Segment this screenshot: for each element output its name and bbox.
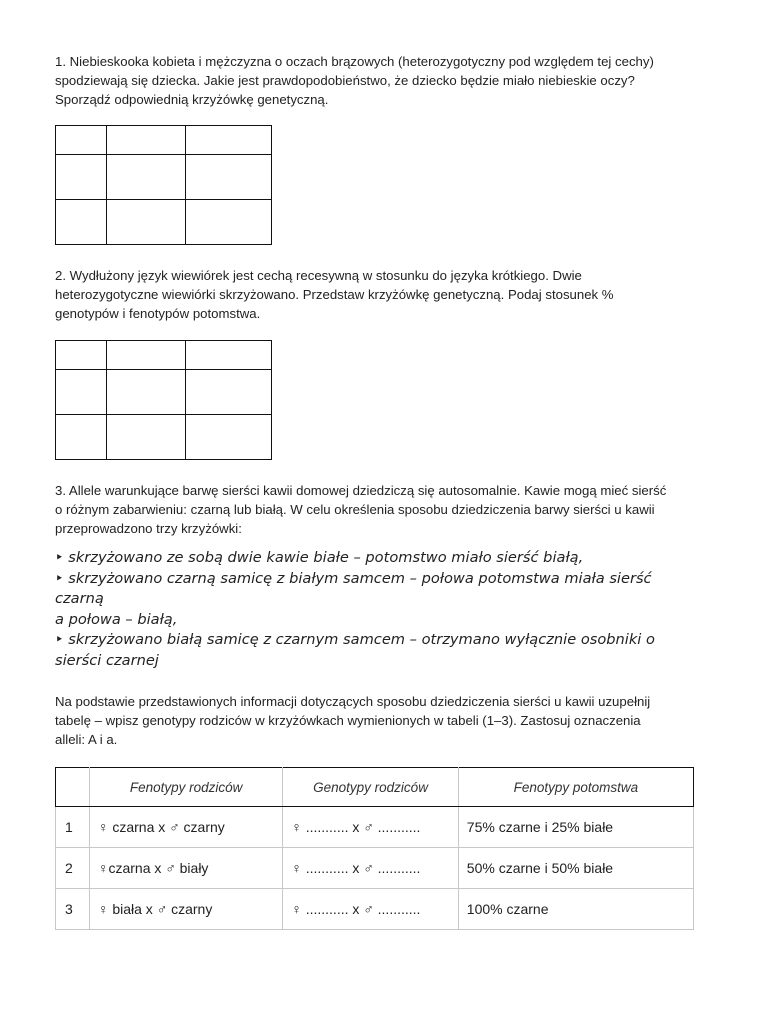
parents-genotype-blank[interactable]: ♀ ........... x ♂ ........... (283, 807, 458, 848)
task-1-text (55, 52, 720, 109)
task-3-line: przeprowadzono trzy krzyżówki: (55, 521, 242, 536)
punnett-cell[interactable] (186, 155, 272, 200)
punnett-cell[interactable] (107, 415, 186, 460)
crosses-list (55, 548, 725, 672)
punnett-cell[interactable] (56, 200, 107, 245)
task-1-line: Sporządź odpowiednią krzyżówkę genetyczną. (55, 92, 329, 107)
cross-item: czarną (55, 590, 104, 608)
table-row (56, 807, 694, 848)
punnett-cell[interactable] (107, 126, 186, 155)
header-parents-phenotype: Fenotypy rodziców (89, 768, 282, 807)
punnett-cell[interactable] (186, 126, 272, 155)
parents-phenotype: ♀ biała x ♂ czarny (89, 889, 282, 930)
punnett-cell[interactable] (186, 370, 272, 415)
parents-phenotype: ♀czarna x ♂ biały (89, 848, 282, 889)
row-number: 3 (56, 889, 90, 930)
punnett-cell[interactable] (107, 155, 186, 200)
punnett-cell[interactable] (107, 341, 186, 370)
task-3-text (55, 481, 720, 538)
punnett-cell[interactable] (56, 126, 107, 155)
punnett-cell[interactable] (56, 415, 107, 460)
parents-genotype-blank[interactable]: ♀ ........... x ♂ ........... (283, 889, 458, 930)
punnett-cell[interactable] (107, 200, 186, 245)
cross-item: ‣ skrzyżowano ze sobą dwie kawie białe – potomstwo miało sierść białą, (55, 549, 584, 566)
punnett-cell[interactable] (107, 370, 186, 415)
punnett-cell[interactable] (56, 370, 107, 415)
table-row (56, 848, 694, 889)
row-number: 1 (56, 807, 90, 848)
task-2-text (55, 266, 720, 323)
punnett-cell[interactable] (56, 155, 107, 200)
row-number: 2 (56, 848, 90, 889)
genotype-table (55, 767, 694, 930)
table-row (56, 889, 694, 930)
task-2-line: genotypów i fenotypów potomstwa. (55, 306, 261, 321)
punnett-square-1 (55, 125, 272, 245)
header-offspring-phenotype: Fenotypy potomstwa (458, 768, 693, 807)
cross-item: ‣ skrzyżowano czarną samicę z białym samcem – połowa potomstwa miała sierść (55, 569, 652, 587)
offspring-phenotype: 75% czarne i 25% białe (458, 807, 693, 848)
punnett-cell[interactable] (56, 341, 107, 370)
cross-item: ‣ skrzyżowano białą samicę z czarnym samcem – otrzymano wyłącznie osobniki o (55, 631, 655, 649)
header-number (56, 768, 90, 807)
punnett-cell[interactable] (186, 415, 272, 460)
task-3-line: 3. Allele warunkujące barwę sierści kawii domowej dziedziczą się autosomalnie. Kawie mogą mieć sierść (55, 483, 667, 498)
instruction-line: tabelę – wpisz genotypy rodziców w krzyżówkach wymienionych w tabeli (1–3). Zastosuj oznaczenia (55, 713, 641, 728)
task-2-line: 2. Wydłużony język wiewiórek jest cechą recesywną w stosunku do języka krótkiego. Dwie (55, 268, 582, 283)
cross-item: sierści czarnej (55, 651, 159, 669)
header-parents-genotype: Genotypy rodziców (283, 768, 458, 807)
punnett-cell[interactable] (186, 341, 272, 370)
task-3-line: o różnym zabarwieniu: czarną lub białą. W celu określenia sposobu dziedziczenia barwy sierści u kawii (55, 502, 655, 517)
offspring-phenotype: 50% czarne i 50% białe (458, 848, 693, 889)
task-1-line: spodziewają się dziecka. Jakie jest prawdopodobieństwo, że dziecko będzie miało niebieskie oczy? (55, 73, 635, 88)
parents-phenotype: ♀ czarna x ♂ czarny (89, 807, 282, 848)
punnett-cell[interactable] (186, 200, 272, 245)
punnett-square-2 (55, 340, 272, 460)
instruction-line: alleli: A i a. (55, 732, 118, 747)
instruction-line: Na podstawie przedstawionych informacji dotyczących sposobu dziedziczenia sierści u kawii uzupełnij (55, 694, 651, 709)
task-1-line: 1. Niebieskooka kobieta i mężczyzna o oczach brązowych (heterozygotyczny pod względem tej cechy) (55, 54, 654, 69)
offspring-phenotype: 100% czarne (458, 889, 693, 930)
cross-item: a połowa – białą, (55, 610, 178, 628)
task-3-instruction (55, 692, 720, 749)
parents-genotype-blank[interactable]: ♀ ........... x ♂ ........... (283, 848, 458, 889)
task-2-line: heterozygotyczne wiewiórki skrzyżowano. Przedstaw krzyżówkę genetyczną. Podaj stosunek % (55, 287, 614, 302)
